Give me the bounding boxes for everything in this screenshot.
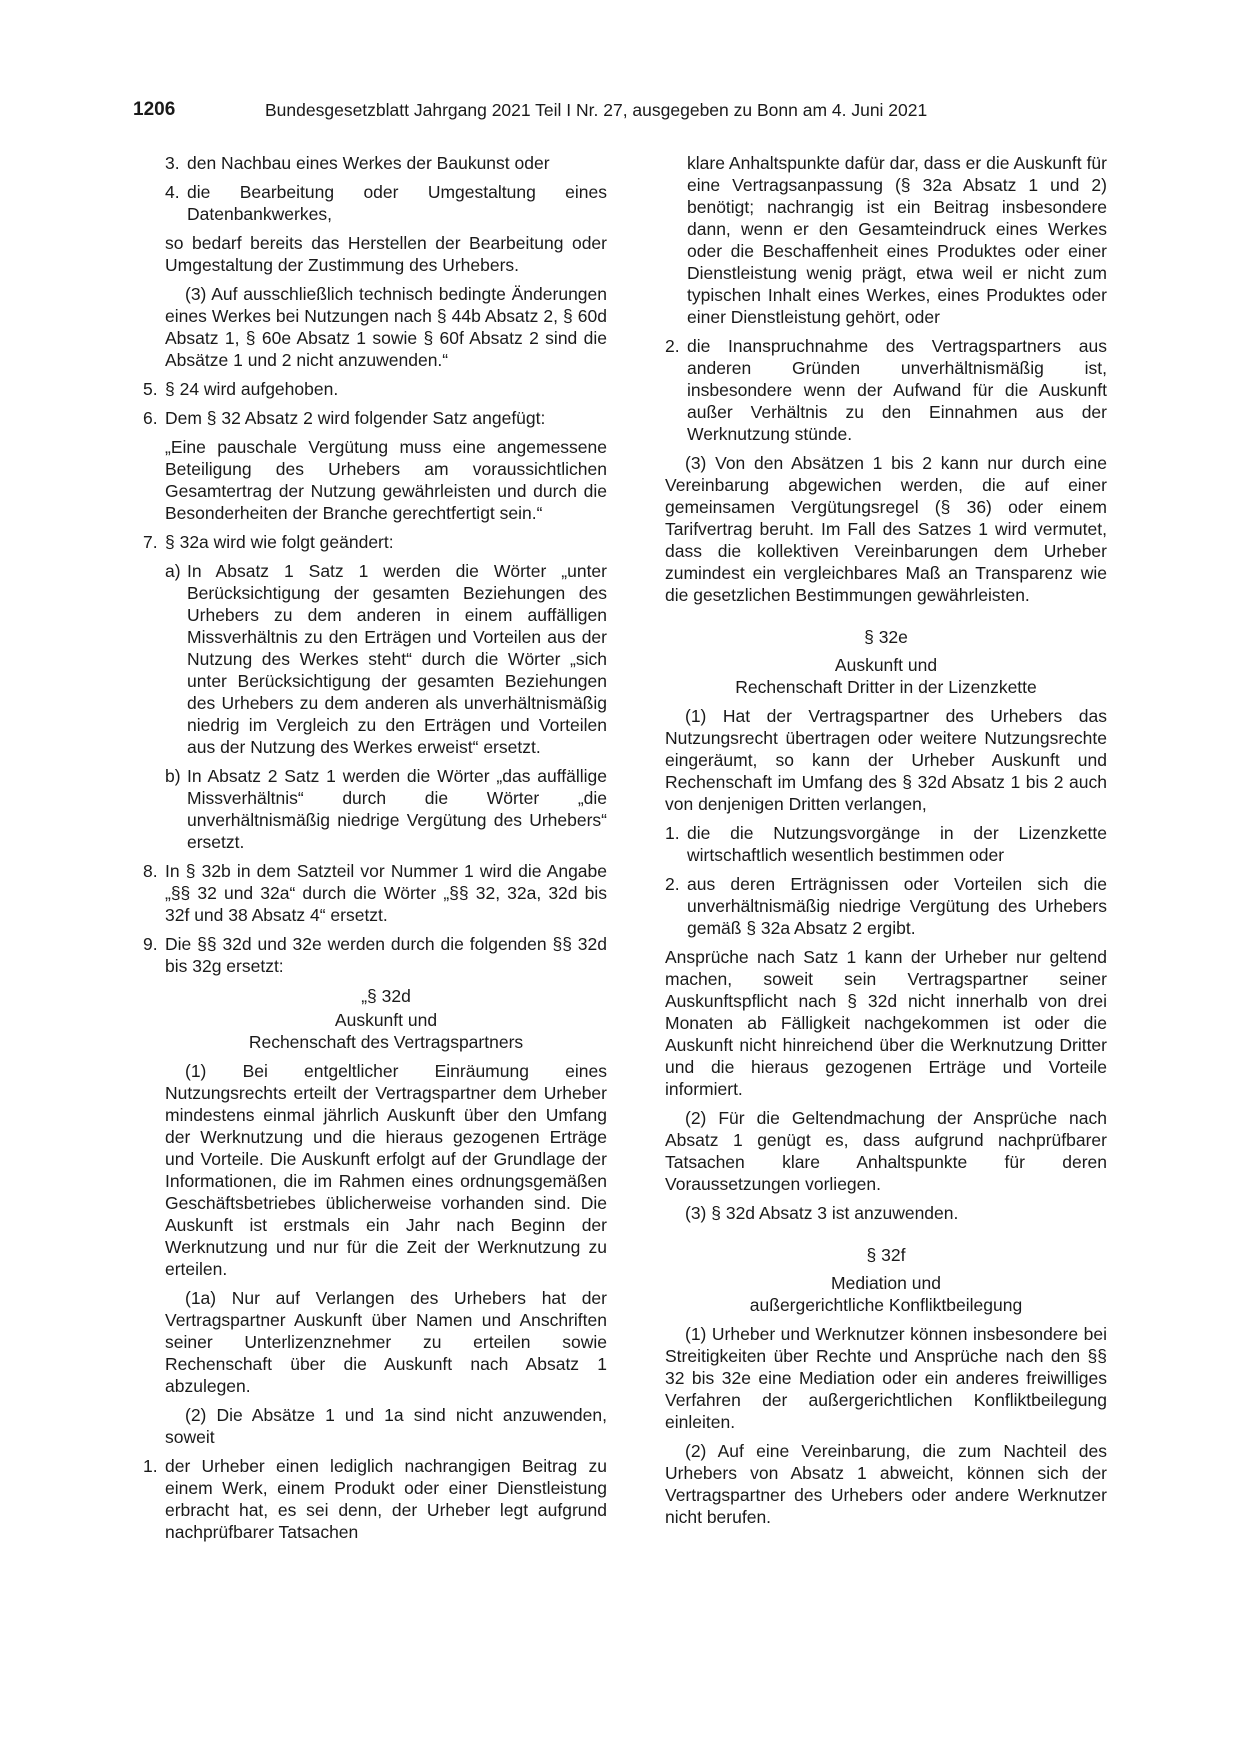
- list-item: [165, 181, 607, 225]
- paragraph: (2) Die Absätze 1 und 1a sind nicht anzuwenden, soweit: [165, 1405, 607, 1447]
- page-number: 1206: [133, 99, 176, 120]
- item-number: 2.: [665, 874, 680, 894]
- list-item: [143, 531, 607, 553]
- list-item: [165, 152, 607, 174]
- left-column: [143, 152, 607, 1550]
- item-number: 1.: [665, 823, 680, 843]
- section-title-line: außergerichtliche Konfliktbeilegung: [749, 1295, 1023, 1315]
- paragraph: Ansprüche nach Satz 1 kann der Urheber nur geltend machen, soweit sein Vertragspartner seiner Auskunftspflicht nach § 32d nicht innerhalb von drei Monaten ab Fälligkeit nachgekommen ist oder die Auskunft nicht hinreichend über die Werknutzung Dritter und die hieraus gezogenen Erträge und Vorteile informiert.: [665, 947, 1107, 1099]
- item-text: aus deren Erträgnissen oder Vorteilen sich die unverhältnismäßig niedrige Vergütung des Urhebers gemäß § 32a Absatz 2 ergibt.: [687, 874, 1107, 938]
- section-title-line: Rechenschaft Dritter in der Lizenzkette: [735, 677, 1037, 697]
- list-item: [143, 933, 607, 977]
- item-number: 2.: [665, 336, 680, 356]
- item-number: 5.: [143, 379, 158, 399]
- paragraph: (3) Auf ausschließlich technisch bedingte Änderungen eines Werkes bei Nutzungen nach § 44b Absatz 2, § 60d Absatz 1, § 60e Absatz 1 sowie § 60f Absatz 2 sind die Absätze 1 und 2 nicht anzuwenden.“: [165, 284, 607, 370]
- paragraph: (1) Bei entgeltlicher Einräumung eines Nutzungsrechts erteilt der Vertragspartner dem Urheber mindestens einmal jährlich Auskunft über den Umfang der Werknutzung und die hieraus gezogenen Erträge und Vorteile. Die Auskunft erfolgt auf der Grundlage der Informationen, die im Rahmen eines ordnungsgemäßen Geschäftsbetriebes üblicherweise vorhanden sind. Die Auskunft ist erstmals ein Jahr nach Beginn der Werknutzung und nur für die Zeit der Werknutzung zu erteilen.: [165, 1061, 607, 1279]
- item-text: der Urheber einen lediglich nachrangigen Beitrag zu einem Werk, einem Produkt oder einer Dienstleistung erbracht hat, es sei denn, der Urheber legt aufgrund nachprüfbarer Tatsachen: [165, 1456, 607, 1542]
- paragraph: (3) Von den Absätzen 1 bis 2 kann nur durch eine Vereinbarung abgewichen werden, die auf einer gemeinsamen Vergütungsregel (§ 36) oder einem Tarifvertrag beruht. Im Fall des Satzes 1 wird vermutet, dass die kollektiven Vereinbarungen dem Urheber zumindest ein vergleichbares Maß an Transparenz wie die gesetzlichen Bestimmungen gewährleisten.: [665, 453, 1107, 605]
- list-item: [165, 560, 607, 758]
- item-text: Die §§ 32d und 32e werden durch die folgenden §§ 32d bis 32g ersetzt:: [165, 934, 607, 976]
- item-text: In Absatz 2 Satz 1 werden die Wörter „das auffällige Missverhältnis“ durch die Wörter „die unverhältnismäßig niedrige Vergütung des Urhebers“ ersetzt.: [187, 766, 607, 852]
- paragraph: (1) Urheber und Werknutzer können insbesondere bei Streitigkeiten über Rechte und Ansprüche nach den §§ 32 bis 32e eine Mediation oder ein anderes freiwilliges Verfahren der außergerichtlichen Konfliktbeilegung einleiten.: [665, 1324, 1107, 1432]
- list-item: [665, 335, 1107, 445]
- list-item: [143, 860, 607, 926]
- section-title-line: Rechenschaft des Vertragspartners: [248, 1032, 524, 1052]
- item-number: 7.: [143, 532, 158, 552]
- right-column: [665, 152, 1107, 1535]
- item-letter: a): [165, 561, 181, 581]
- quoted-text: „Eine pauschale Vergütung muss eine angemessene Beteiligung des Urhebers am voraussichtlichen Gesamtertrag der Nutzung gewährleisten und durch die Besonderheiten der Branche gerechtfertigt sein.“: [165, 437, 607, 523]
- paragraph: so bedarf bereits das Herstellen der Bearbeitung oder Umgestaltung der Zustimmung des Urhebers.: [165, 233, 607, 275]
- item-text: die Bearbeitung oder Umgestaltung eines Datenbankwerkes,: [187, 182, 607, 224]
- item-number: 8.: [143, 861, 158, 881]
- paragraph: (1a) Nur auf Verlangen des Urhebers hat der Vertragspartner Auskunft über Namen und Anschriften seiner Unterlizenznehmer zu erteilen sowie Rechenschaft über die Auskunft nach Absatz 1 abzulegen.: [165, 1288, 607, 1396]
- item-letter: b): [165, 766, 181, 786]
- section-number: § 32f: [866, 1245, 906, 1265]
- item-text: die Inanspruchnahme des Vertragspartners aus anderen Gründen unverhältnismäßig ist, insbesondere wenn der Aufwand für die Auskunft außer Verhältnis zu den Einnahmen aus der Werknutzung stünde.: [687, 336, 1107, 444]
- item-text: In Absatz 1 Satz 1 werden die Wörter „unter Berücksichtigung der gesamten Beziehungen des Urhebers zu dem anderen in einem auffälligen Missverhältnis zu den Erträgen und Vorteilen aus der Nutzung des Werkes steht“ durch die Wörter „sich unter Berücksichtigung der gesamten Beziehungen des Urhebers zu dem anderen als unverhältnismäßig niedrig im Vergleich zu den Erträgen und Vorteilen aus der Nutzung des Werkes erweist“ ersetzt.: [187, 561, 607, 757]
- paragraph: (2) Für die Geltendmachung der Ansprüche nach Absatz 1 genügt es, dass aufgrund nachprüfbarer Tatsachen klare Anhaltspunkte für deren Voraussetzungen vorliegen.: [665, 1108, 1107, 1194]
- paragraph: (1) Hat der Vertragspartner des Urhebers das Nutzungsrecht übertragen oder weitere Nutzungsrechte eingeräumt, so kann der Urheber Auskunft und Rechenschaft im Umfang des § 32d Absatz 1 bis 2 auch von denjenigen Dritten verlangen,: [665, 706, 1107, 814]
- section-title-line: Auskunft und: [334, 1010, 438, 1030]
- section-number: „§ 32d: [361, 986, 411, 1006]
- section-number: § 32e: [864, 627, 908, 647]
- paragraph: (3) § 32d Absatz 3 ist anzuwenden.: [685, 1203, 959, 1223]
- item-number: 9.: [143, 934, 158, 954]
- item-number: 6.: [143, 408, 158, 428]
- item-number: 1.: [143, 1456, 158, 1476]
- list-item: [665, 873, 1107, 939]
- item-text: Dem § 32 Absatz 2 wird folgender Satz angefügt:: [165, 408, 546, 428]
- section-title-line: Mediation und: [831, 1273, 941, 1293]
- list-item: [165, 765, 607, 853]
- item-text: § 24 wird aufgehoben.: [165, 379, 339, 399]
- item-number: 3.: [165, 153, 180, 173]
- item-text-continued: klare Anhaltspunkte dafür dar, dass er die Auskunft für eine Vertragsanpassung (§ 32a Absatz 1 und 2) benötigt; nachrangig ist ein Beitrag insbesondere dann, wenn er den Gesamteindruck eines Werkes oder die Beschaffenheit eines Produktes oder einer Dienstleistung wenig prägt, etwa weil er nicht zum typischen Inhalt eines Werkes, eines Produktes oder einer Dienstleistung gehört, oder: [687, 153, 1107, 327]
- item-text: die die Nutzungsvorgänge in der Lizenzkette wirtschaftlich wesentlich bestimmen oder: [687, 823, 1107, 865]
- list-item: [143, 378, 607, 400]
- running-title: Bundesgesetzblatt Jahrgang 2021 Teil I Nr. 27, ausgegeben zu Bonn am 4. Juni 2021: [265, 100, 928, 120]
- page-header: [133, 99, 1108, 125]
- item-number: 4.: [165, 182, 180, 202]
- item-text: In § 32b in dem Satzteil vor Nummer 1 wird die Angabe „§§ 32 und 32a“ durch die Wörter „§§ 32, 32a, 32d bis 32f und 38 Absatz 4“ ersetzt.: [165, 861, 607, 925]
- list-item: [665, 822, 1107, 866]
- list-item: [143, 1455, 607, 1543]
- item-text: § 32a wird wie folgt geändert:: [165, 532, 394, 552]
- list-item: [143, 407, 607, 429]
- section-title-line: Auskunft und: [834, 655, 938, 675]
- item-text: den Nachbau eines Werkes der Baukunst oder: [187, 153, 550, 173]
- paragraph: (2) Auf eine Vereinbarung, die zum Nachteil des Urhebers von Absatz 1 abweicht, können sich der Vertragspartner des Urhebers oder andere Werknutzer nicht berufen.: [665, 1441, 1107, 1527]
